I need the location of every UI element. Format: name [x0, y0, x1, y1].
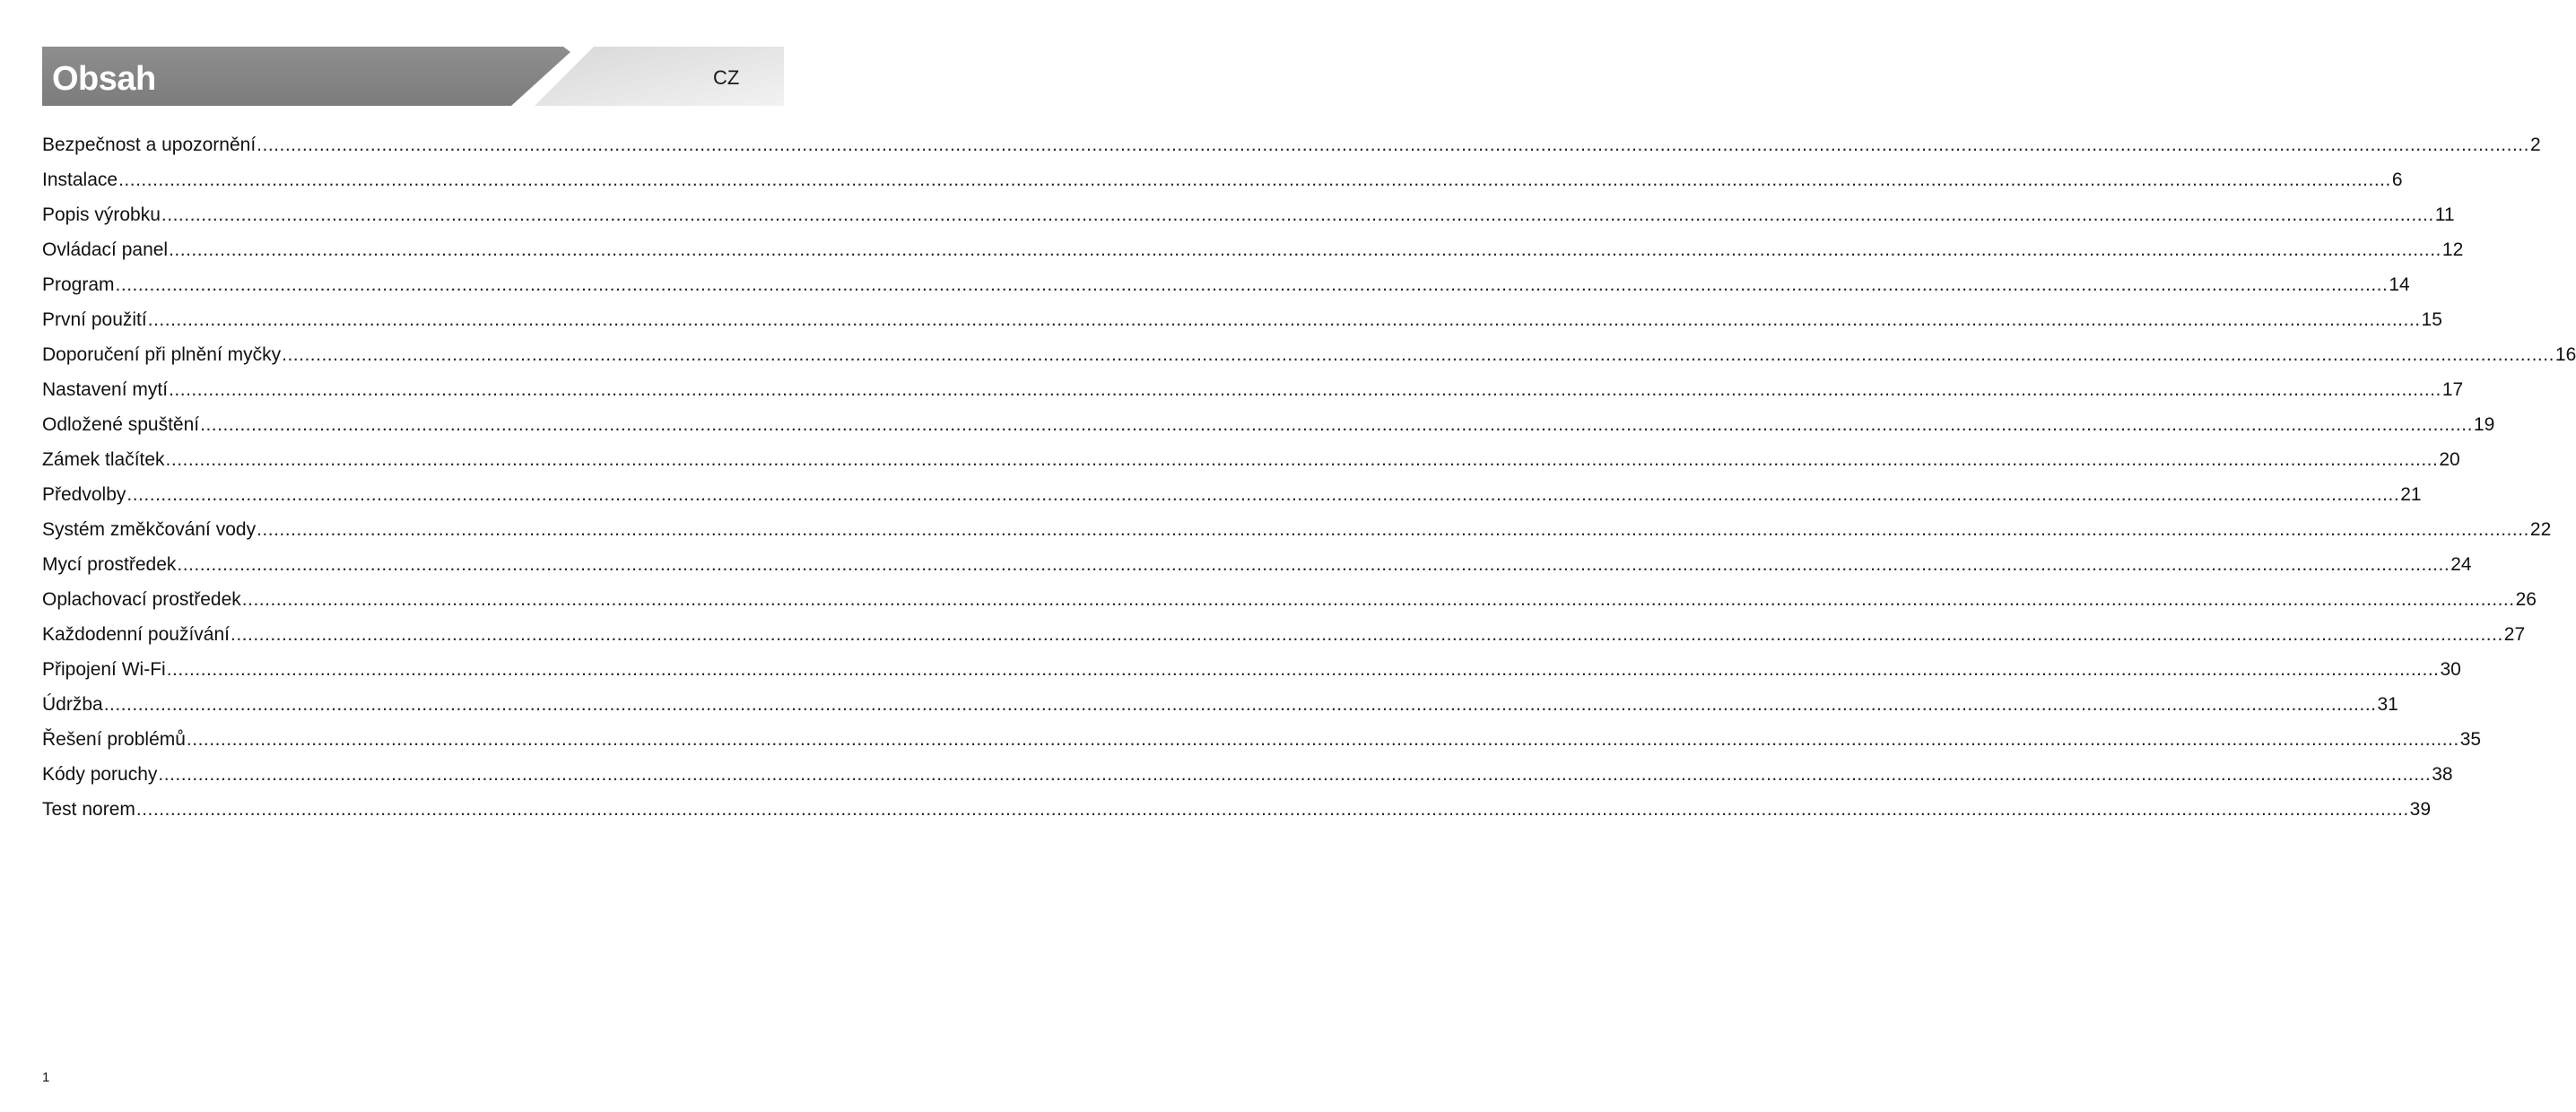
toc-entry-page: 26 — [2515, 589, 2537, 610]
toc-entry-title: Doporučení při plnění myčky — [42, 344, 282, 365]
toc-entry-page: 35 — [2459, 729, 2482, 750]
toc-entry-page: 15 — [2421, 309, 2442, 330]
toc-entry[interactable] — [42, 407, 2495, 442]
toc-entry[interactable] — [42, 757, 2453, 792]
toc-entry-page: 27 — [2503, 624, 2526, 645]
toc-entry-title: Ovládací panel — [42, 239, 169, 260]
toc-entry[interactable] — [42, 267, 2410, 302]
toc-entry-title: Program — [42, 274, 115, 295]
toc-entry-page: 22 — [2529, 519, 2552, 540]
toc-entry-page: 12 — [2441, 239, 2464, 260]
toc-entry[interactable] — [42, 617, 2526, 652]
toc-entry-page: 2 — [2529, 135, 2541, 155]
toc-entry-title: Popis výrobku — [42, 204, 161, 225]
toc-entry[interactable] — [42, 477, 2422, 512]
toc-entry[interactable] — [42, 722, 2482, 757]
toc-entry-title: Kódy poruchy — [42, 764, 158, 785]
toc-entry-page: 14 — [2389, 274, 2410, 295]
toc-entry-title: Nastavení mytí — [42, 379, 169, 400]
toc-entry[interactable] — [42, 687, 2398, 722]
language-badge: CZ — [713, 66, 740, 89]
toc-entry-title: Bezpečnost a upozornění — [42, 135, 257, 155]
toc-entry-page: 17 — [2441, 379, 2464, 400]
toc-entry-title: Předvolby — [42, 484, 126, 505]
toc-dot-leader: ................................................................................................................................................................................................................................................................................................................................................................................................................ — [186, 729, 2459, 750]
toc-dot-leader: ................................................................................................................................................................................................................................................................................................................................................................................................................ — [177, 554, 2450, 575]
toc-dot-leader: ................................................................................................................................................................................................................................................................................................................................................................................................................ — [161, 204, 2434, 225]
toc-dot-leader: ................................................................................................................................................................................................................................................................................................................................................................................................................ — [231, 624, 2503, 645]
toc-entry-page: 30 — [2440, 659, 2461, 680]
toc-entry-page: 16 — [2554, 344, 2576, 365]
toc-entry-page: 11 — [2434, 204, 2455, 225]
toc-entry-page: 19 — [2473, 414, 2495, 435]
toc-dot-leader: ................................................................................................................................................................................................................................................................................................................................................................................................................ — [241, 589, 2515, 610]
toc-entry[interactable] — [42, 792, 2432, 827]
toc-dot-leader: ................................................................................................................................................................................................................................................................................................................................................................................................................ — [169, 239, 2441, 260]
toc-dot-leader: ................................................................................................................................................................................................................................................................................................................................................................................................................ — [257, 135, 2529, 155]
toc-dot-leader: ................................................................................................................................................................................................................................................................................................................................................................................................................ — [158, 764, 2432, 785]
toc-entry-title: Odložené spuštění — [42, 414, 200, 435]
toc-dot-leader: ................................................................................................................................................................................................................................................................................................................................................................................................................ — [118, 169, 2391, 190]
page-number: 1 — [42, 1070, 50, 1085]
toc-dot-leader: ................................................................................................................................................................................................................................................................................................................................................................................................................ — [200, 414, 2473, 435]
page-title: Obsah — [52, 60, 156, 98]
toc-dot-leader: ................................................................................................................................................................................................................................................................................................................................................................................................................ — [126, 484, 2400, 505]
toc-dot-leader: ................................................................................................................................................................................................................................................................................................................................................................................................................ — [135, 799, 2409, 820]
header-accent-shape — [535, 47, 784, 106]
toc-entry-page: 21 — [2400, 484, 2422, 505]
toc-entry[interactable] — [42, 162, 2403, 197]
toc-dot-leader: ................................................................................................................................................................................................................................................................................................................................................................................................................ — [165, 449, 2439, 470]
table-of-contents — [42, 127, 2576, 827]
toc-entry-page: 6 — [2391, 169, 2403, 190]
toc-entry[interactable] — [42, 372, 2464, 407]
toc-entry-title: Systém změkčování vody — [42, 519, 257, 540]
toc-dot-leader: ................................................................................................................................................................................................................................................................................................................................................................................................................ — [115, 274, 2389, 295]
toc-entry-title: Instalace — [42, 169, 118, 190]
toc-entry[interactable] — [42, 337, 2576, 372]
toc-entry-title: Řešení problémů — [42, 729, 186, 750]
toc-dot-leader: ................................................................................................................................................................................................................................................................................................................................................................................................................ — [103, 694, 2377, 715]
toc-entry-page: 31 — [2377, 694, 2398, 715]
toc-entry[interactable] — [42, 232, 2464, 267]
toc-entry[interactable] — [42, 302, 2442, 337]
toc-entry-title: Oplachovací prostředek — [42, 589, 241, 610]
toc-entry-title: Připojení Wi-Fi — [42, 659, 166, 680]
toc-dot-leader: ................................................................................................................................................................................................................................................................................................................................................................................................................ — [282, 344, 2554, 365]
toc-entry-page: 24 — [2450, 554, 2472, 575]
toc-entry-title: Údržba — [42, 694, 103, 715]
toc-entry-title: Mycí prostředek — [42, 554, 177, 575]
toc-entry[interactable] — [42, 547, 2472, 582]
toc-entry[interactable] — [42, 512, 2552, 547]
toc-entry-title: Každodenní používání — [42, 624, 230, 645]
toc-entry[interactable] — [42, 127, 2541, 162]
toc-entry-page: 39 — [2409, 799, 2432, 820]
toc-entry[interactable] — [42, 197, 2455, 232]
toc-entry-page: 20 — [2439, 449, 2460, 470]
toc-entry[interactable] — [42, 652, 2461, 687]
toc-entry[interactable] — [42, 442, 2460, 477]
toc-dot-leader: ................................................................................................................................................................................................................................................................................................................................................................................................................ — [147, 309, 2421, 330]
toc-dot-leader: ................................................................................................................................................................................................................................................................................................................................................................................................................ — [166, 659, 2440, 680]
toc-entry[interactable] — [42, 582, 2537, 617]
toc-entry-title: Zámek tlačítek — [42, 449, 165, 470]
toc-dot-leader: ................................................................................................................................................................................................................................................................................................................................................................................................................ — [169, 379, 2441, 400]
toc-entry-title: Test norem — [42, 799, 135, 820]
toc-entry-page: 38 — [2432, 764, 2453, 785]
toc-dot-leader: ................................................................................................................................................................................................................................................................................................................................................................................................................ — [257, 519, 2529, 540]
toc-entry-title: První použití — [42, 309, 147, 330]
